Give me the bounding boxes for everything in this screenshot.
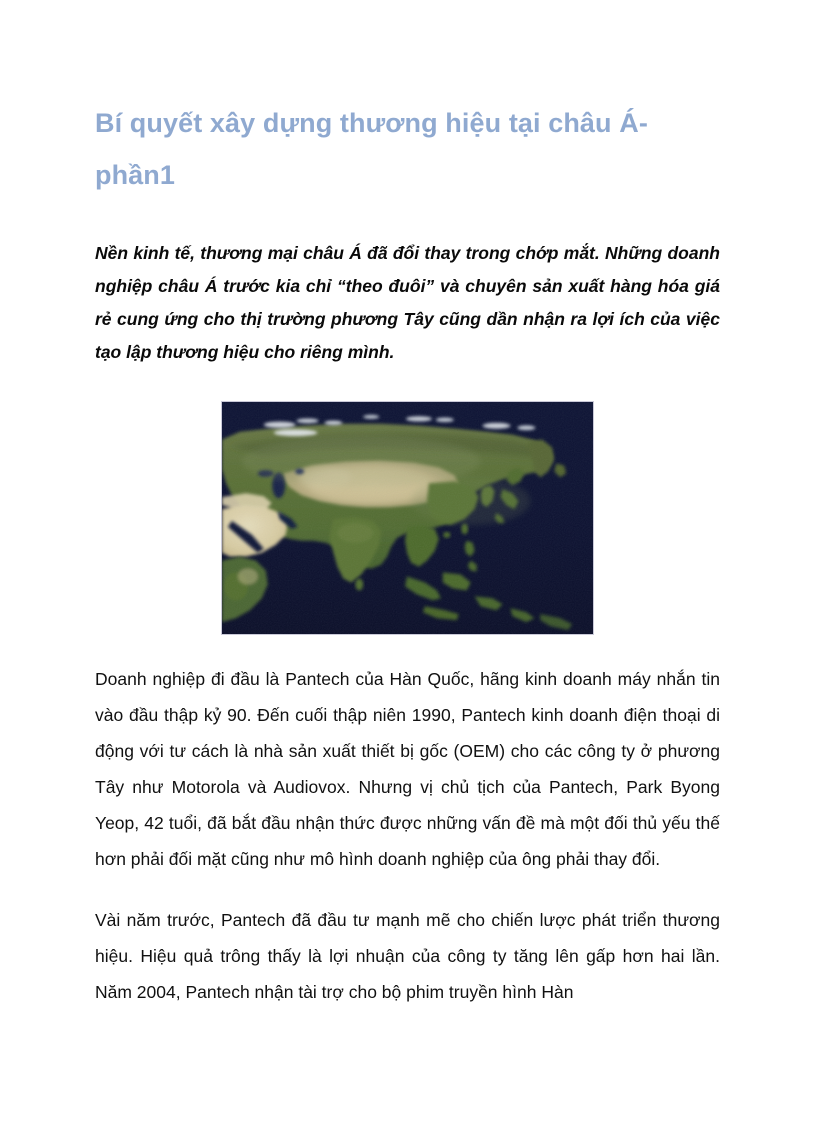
document-content xyxy=(95,0,720,1010)
lead-paragraph: Nền kinh tế, thương mại châu Á đã đổi thay trong chớp mắt. Những doanh nghiệp châu Á trước kia chỉ “theo đuôi” và chuyên sản xuất hàng hóa giá rẻ cung ứng cho thị trường phương Tây cũng dần nhận ra lợi ích của việc tạo lập thương hiệu cho riêng mình. xyxy=(95,243,720,362)
body-paragraph-2: Vài năm trước, Pantech đã đầu tư mạnh mẽ cho chiến lược phát triển thương hiệu. Hiệu quả trông thấy là lợi nhuận của công ty tăng lên gấp hơn hai lần. Năm 2004, Pantech nhận tài trợ cho bộ phim truyền hình Hàn xyxy=(95,910,720,1002)
page-title: Bí quyết xây dựng thương hiệu tại châu Á-phần1 xyxy=(95,108,648,190)
asia-map-graphic xyxy=(222,402,593,634)
figure-container xyxy=(95,369,720,635)
body-paragraph-1: Doanh nghiệp đi đầu là Pantech của Hàn Quốc, hãng kinh doanh máy nhắn tin vào đầu thập kỷ 90. Đến cuối thập niên 1990, Pantech kinh doanh điện thoại di động với tư cách là nhà sản xuất thiết bị gốc (OEM) cho các công ty ở phương Tây như Motorola và Audiovox. Nhưng vị chủ tịch của Pantech, Park Byong Yeop, 42 tuổi, đã bắt đầu nhận thức được những vấn đề mà một đối thủ yếu thế hơn phải đối mặt cũng như mô hình doanh nghiệp của ông phải thay đổi. xyxy=(95,669,720,869)
asia-satellite-image xyxy=(221,401,594,635)
